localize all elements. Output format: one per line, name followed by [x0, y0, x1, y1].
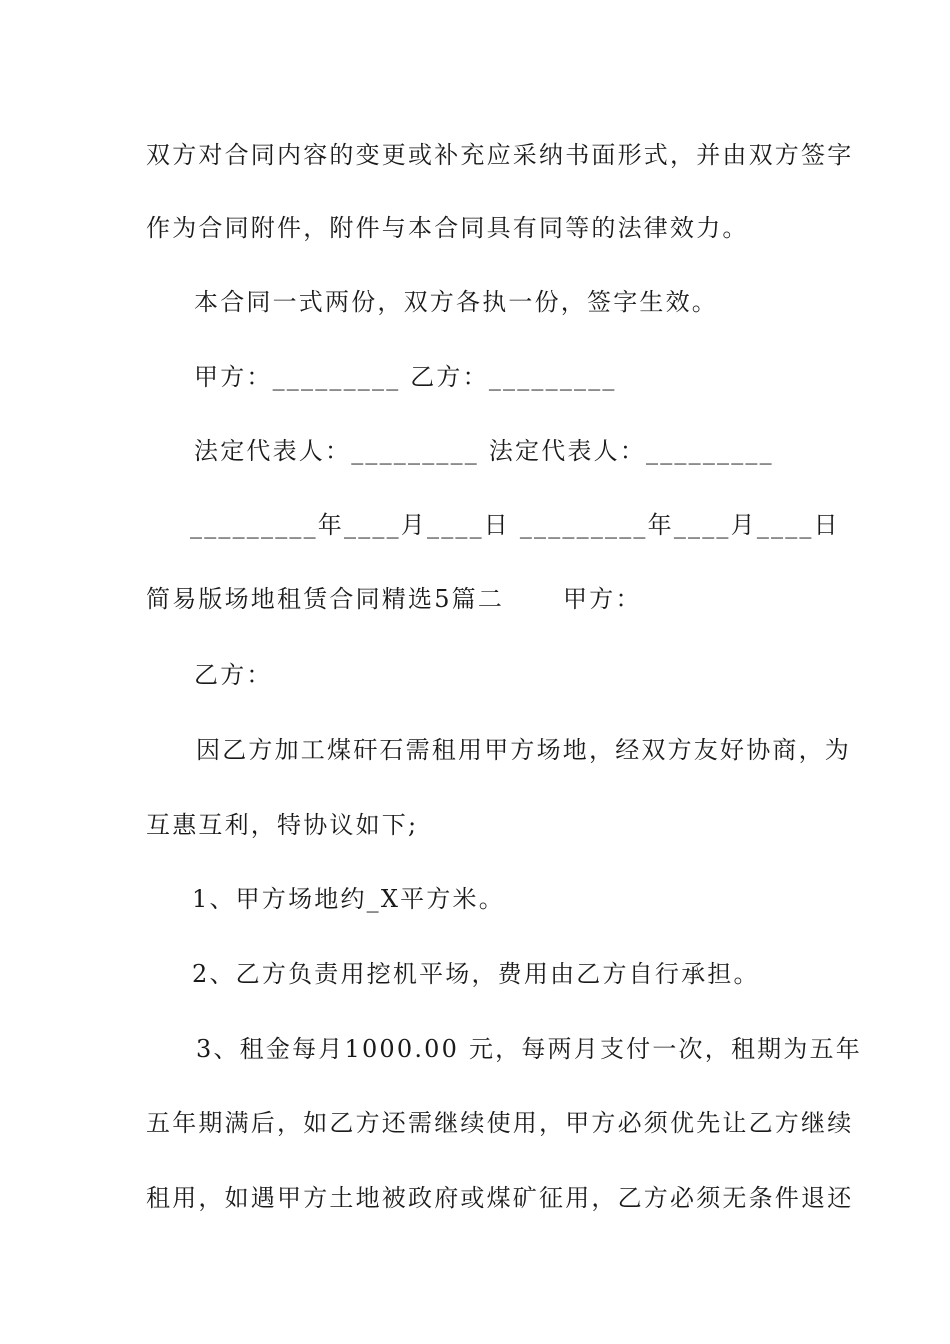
clause-2-leveling: 2、乙方负责用挖机平场，费用由乙方自行承担。 [192, 960, 760, 988]
paragraph-line-contract-amendment: 双方对合同内容的变更或补充应采纳书面形式，并由双方签字 [146, 141, 854, 169]
signature-line-legal-representatives: 法定代表人：_________ 法定代表人：_________ [194, 437, 774, 465]
paragraph-line-attachment-validity: 作为合同附件，附件与本合同具有同等的法律效力。 [146, 214, 749, 242]
paragraph-line-agreement: 互惠互利，特协议如下; [146, 811, 419, 839]
section-heading-contract-two: 简易版场地租赁合同精选5篇二 甲方： [146, 585, 642, 613]
signature-line-dates: _________年____月____日 _________年____月____日 [190, 511, 840, 539]
clause-1-area: 1、甲方场地约_X平方米。 [192, 885, 505, 913]
clause-3-expropriation: 租用，如遇甲方土地被政府或煤矿征用，乙方必须无条件退还 [146, 1184, 854, 1212]
paragraph-line-copies: 本合同一式两份，双方各执一份，签字生效。 [194, 288, 718, 316]
party-b-label: 乙方： [194, 661, 273, 689]
signature-line-parties: 甲方：_________ 乙方：_________ [194, 363, 617, 391]
paragraph-line-purpose: 因乙方加工煤矸石需租用甲方场地，经双方友好协商，为 [196, 736, 851, 764]
clause-3-rent: 3、租金每月1000.00 元，每两月支付一次，租期为五年 [196, 1035, 862, 1063]
clause-3-renewal: 五年期满后，如乙方还需继续使用，甲方必须优先让乙方继续 [146, 1109, 854, 1137]
